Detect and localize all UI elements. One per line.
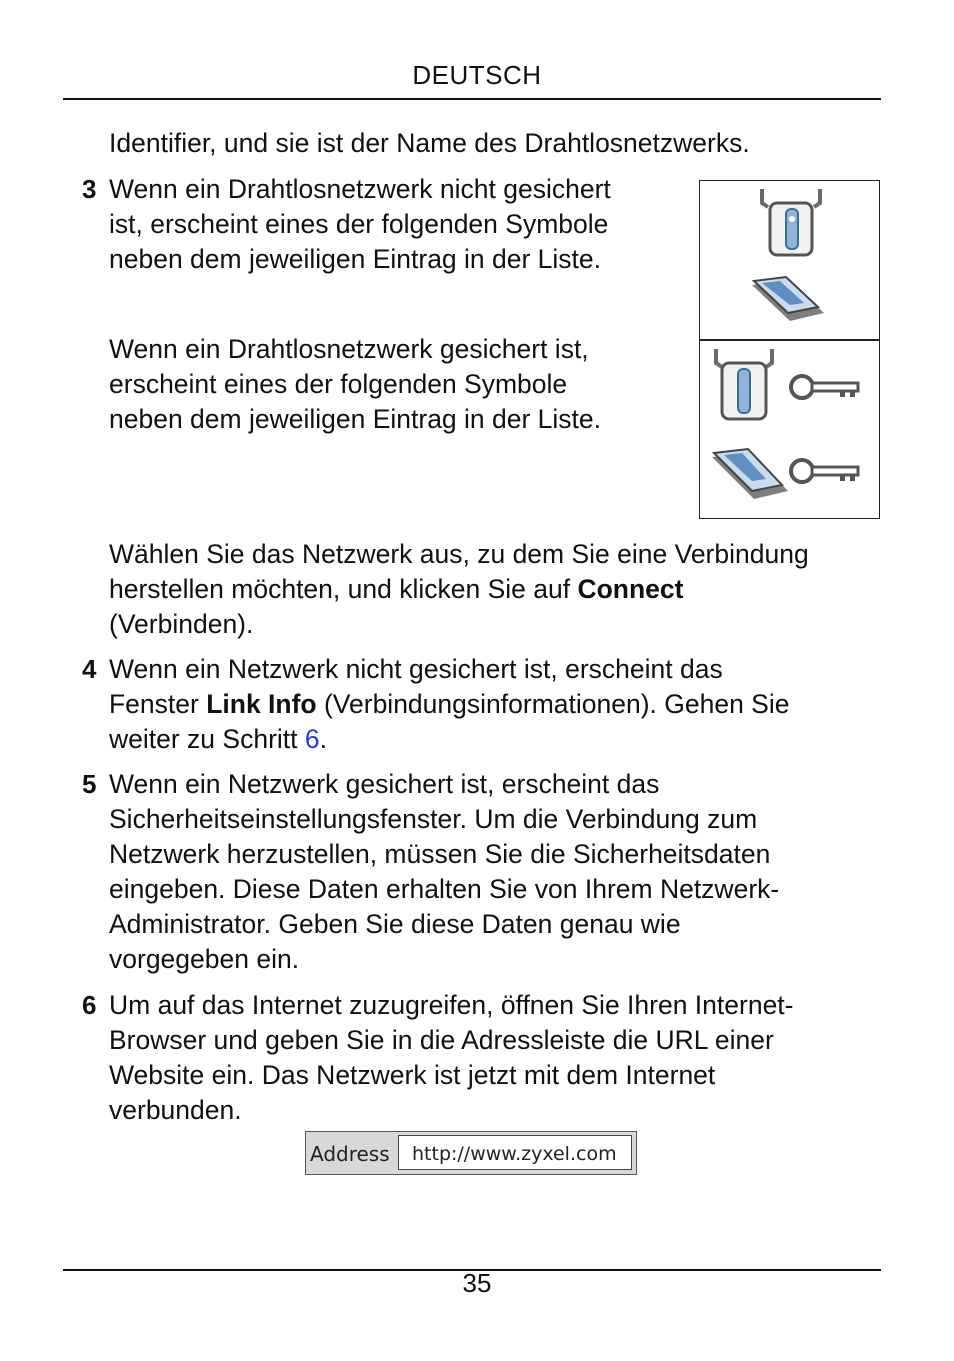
step-3-select-line: herstellen möchten, und klicken Sie auf: [109, 574, 578, 604]
step-3-line: ist, erscheint eines der folgenden Symbole: [109, 209, 609, 239]
step-5-line: Netzwerk herzustellen, müssen Sie die Sicherheitsdaten: [109, 839, 771, 869]
step-6-text: [109, 988, 794, 1128]
step-5-line: Sicherheitseinstellungsfenster. Um die Verbindung zum: [109, 804, 758, 834]
step-3-select-line: (Verbinden).: [109, 609, 254, 639]
step-6-link[interactable]: 6: [304, 724, 320, 754]
step-4-line: (Verbindungsinformationen). Gehen Sie: [316, 689, 790, 719]
step-4-text: [109, 652, 789, 757]
step-3-number: 3: [82, 174, 97, 204]
step-4-line: .: [319, 724, 327, 754]
connect-label: Connect: [577, 574, 684, 604]
step-3-line: Wenn ein Drahtlosnetzwerk gesichert ist,: [109, 334, 589, 364]
address-bar: [305, 1131, 637, 1175]
step-6-line: Website ein. Das Netzwerk ist jetzt mit dem Internet: [109, 1060, 716, 1090]
access-point-icon: [762, 189, 820, 255]
step-5-line: vorgegeben ein.: [109, 944, 300, 974]
step-6-line: verbunden.: [109, 1095, 242, 1125]
step-3-line: erscheint eines der folgenden Symbole: [109, 369, 568, 399]
step-5-text: [109, 767, 779, 977]
step-6-line: Um auf das Internet zuzugreifen, öffnen Sie Ihren Internet-: [109, 990, 794, 1020]
address-input[interactable]: [398, 1135, 632, 1170]
access-point-key-icon: [716, 349, 858, 419]
step-5-line: Wenn ein Netzwerk gesichert ist, erscheint das: [109, 769, 660, 799]
page-header: DEUTSCH: [412, 60, 542, 90]
header-rule: [63, 98, 881, 100]
step-4-number: 4: [82, 654, 97, 684]
step-5-line: Administrator. Geben Sie diese Daten genau wie: [109, 909, 681, 939]
step-3-line: Wenn ein Drahtlosnetzwerk nicht gesichert: [109, 174, 611, 204]
step-5-number: 5: [82, 769, 97, 799]
step-3-line: neben dem jeweiligen Eintrag in der Liste.: [109, 404, 602, 434]
step-3-select-line: Wählen Sie das Netzwerk aus, zu dem Sie eine Verbindung: [109, 539, 809, 569]
step-4-line: weiter zu Schritt: [109, 724, 305, 754]
step-6-number: 6: [82, 990, 97, 1020]
intro-text: Identifier, und sie ist der Name des Drahtlosnetzwerks.: [109, 128, 750, 158]
secured-icons-box: [699, 340, 880, 519]
unsecured-icons-box: [699, 180, 880, 340]
step-3-select-text: [109, 537, 809, 642]
step-3-line: neben dem jeweiligen Eintrag in der Liste.: [109, 244, 602, 274]
step-4-line: Fenster: [109, 689, 207, 719]
page-number: 35: [462, 1268, 492, 1298]
step-3-unsecured-text: [109, 172, 611, 277]
wireless-card-key-icon: [712, 449, 858, 499]
address-label: Address: [310, 1142, 390, 1166]
step-5-line: eingeben. Diese Daten erhalten Sie von Ihrem Netzwerk-: [109, 874, 780, 904]
link-info-label: Link Info: [206, 689, 317, 719]
address-url: http://www.zyxel.com: [412, 1143, 617, 1165]
step-6-line: Browser und geben Sie in die Adressleiste die URL einer: [109, 1025, 774, 1055]
wireless-card-icon: [752, 277, 824, 321]
step-3-secured-text: [109, 332, 601, 437]
step-4-line: Wenn ein Netzwerk nicht gesichert ist, erscheint das: [109, 654, 723, 684]
